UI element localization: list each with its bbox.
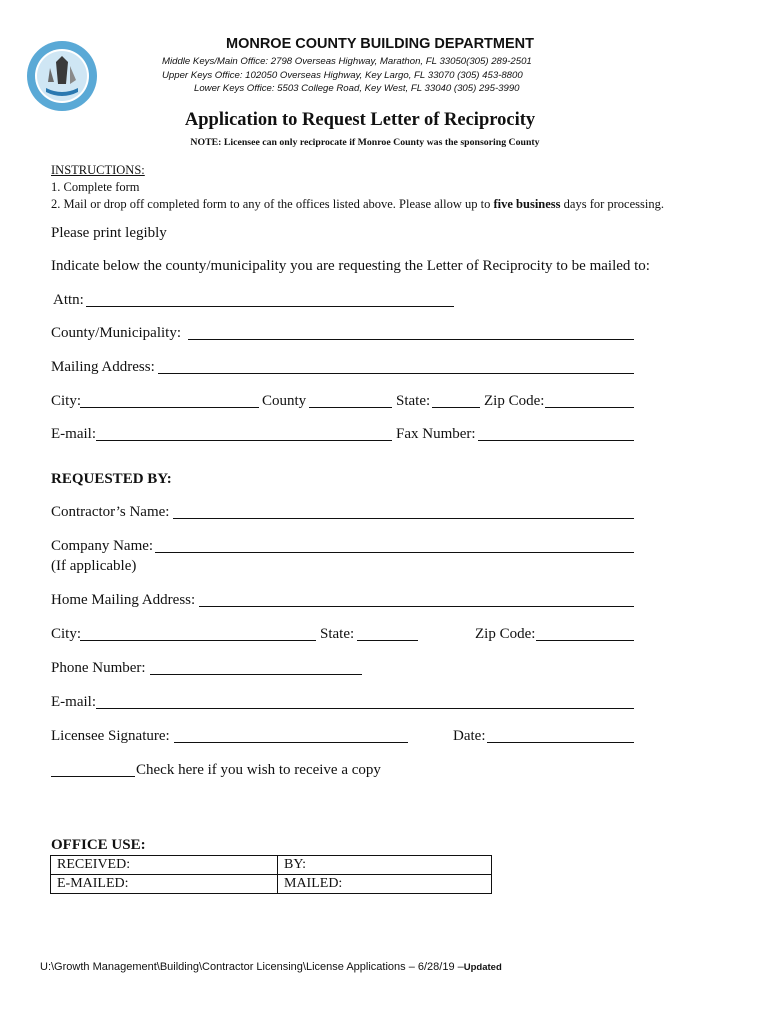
received-cell: RECEIVED:: [51, 856, 278, 875]
email-field[interactable]: [96, 440, 392, 441]
requester-email-label: E-mail:: [51, 694, 96, 710]
county-seal-icon: [26, 40, 98, 112]
signature-field[interactable]: [174, 742, 408, 743]
office-use-table: [50, 855, 492, 894]
state-field[interactable]: [432, 407, 480, 408]
form-title: Application to Request Letter of Reciprocity: [184, 110, 536, 130]
zip-field[interactable]: [545, 407, 634, 408]
office-use-heading: OFFICE USE:: [51, 837, 146, 853]
date-label: Date:: [453, 728, 486, 744]
fax-label: Fax Number:: [396, 426, 476, 442]
county-municipality-field[interactable]: [188, 339, 634, 340]
requester-state-field[interactable]: [357, 640, 418, 641]
county-label: County: [262, 393, 307, 409]
form-note: NOTE: Licensee can only reciprocate if Monroe County was the sponsoring County: [190, 137, 540, 148]
county-municipality-label: County/Municipality:: [51, 325, 181, 341]
instructions-heading: INSTRUCTIONS:: [51, 163, 145, 177]
email-label: E-mail:: [51, 426, 96, 442]
attn-field[interactable]: [86, 306, 454, 307]
indicate-text: Indicate below the county/municipality you are requesting the Letter of Reciprocity to be mailed to:: [51, 258, 650, 274]
date-field[interactable]: [487, 742, 634, 743]
zip-label: Zip Code:: [484, 393, 545, 409]
emailed-cell: E-MAILED:: [51, 875, 278, 894]
instruction-step-2: 2. Mail or drop off completed form to any of the offices listed above. Please allow up to five business days for processing.: [51, 197, 664, 211]
by-cell: BY:: [278, 856, 492, 875]
instruction-step-1: 1. Complete form: [51, 180, 140, 194]
phone-field[interactable]: [150, 674, 362, 675]
department-title: MONROE COUNTY BUILDING DEPARTMENT: [226, 36, 534, 52]
mailing-address-field[interactable]: [158, 373, 634, 374]
home-address-label: Home Mailing Address:: [51, 592, 196, 608]
mailed-cell: MAILED:: [278, 875, 492, 894]
company-name-label: Company Name:: [51, 538, 154, 554]
footer-path: U:\Growth Management\Building\Contractor Licensing\License Applications – 6/28/19 –Updated: [40, 961, 502, 973]
office-middle-keys: Middle Keys/Main Office: 2798 Overseas Highway, Marathon, FL 33050(305) 289-2501: [162, 56, 532, 67]
phone-label: Phone Number:: [51, 660, 146, 676]
requester-city-field[interactable]: [80, 640, 316, 641]
home-address-field[interactable]: [199, 606, 634, 607]
requester-zip-label: Zip Code:: [475, 626, 536, 642]
office-lower-keys: Lower Keys Office: 5503 College Road, Key West, FL 33040 (305) 295-3990: [194, 83, 520, 94]
copy-label: Check here if you wish to receive a copy: [136, 762, 381, 778]
requester-email-field[interactable]: [96, 708, 634, 709]
if-applicable-label: (If applicable): [51, 558, 137, 574]
signature-label: Licensee Signature:: [51, 728, 170, 744]
print-legibly-text: Please print legibly: [51, 225, 167, 241]
requester-city-label: City:: [51, 626, 82, 642]
requester-state-label: State:: [320, 626, 355, 642]
requester-zip-field[interactable]: [536, 640, 634, 641]
office-upper-keys: Upper Keys Office: 102050 Overseas Highway, Key Largo, FL 33070 (305) 453-8800: [162, 70, 523, 81]
state-label: State:: [396, 393, 431, 409]
city-field[interactable]: [80, 407, 259, 408]
county-field[interactable]: [309, 407, 392, 408]
company-name-field[interactable]: [155, 552, 634, 553]
contractor-name-label: Contractor’s Name:: [51, 504, 170, 520]
mailing-address-label: Mailing Address:: [51, 359, 155, 375]
fax-field[interactable]: [478, 440, 634, 441]
requested-by-heading: REQUESTED BY:: [51, 471, 172, 487]
contractor-name-field[interactable]: [173, 518, 634, 519]
city-label: City:: [51, 393, 82, 409]
copy-checkbox-line[interactable]: [51, 776, 135, 777]
attn-label: Attn:: [53, 292, 84, 308]
